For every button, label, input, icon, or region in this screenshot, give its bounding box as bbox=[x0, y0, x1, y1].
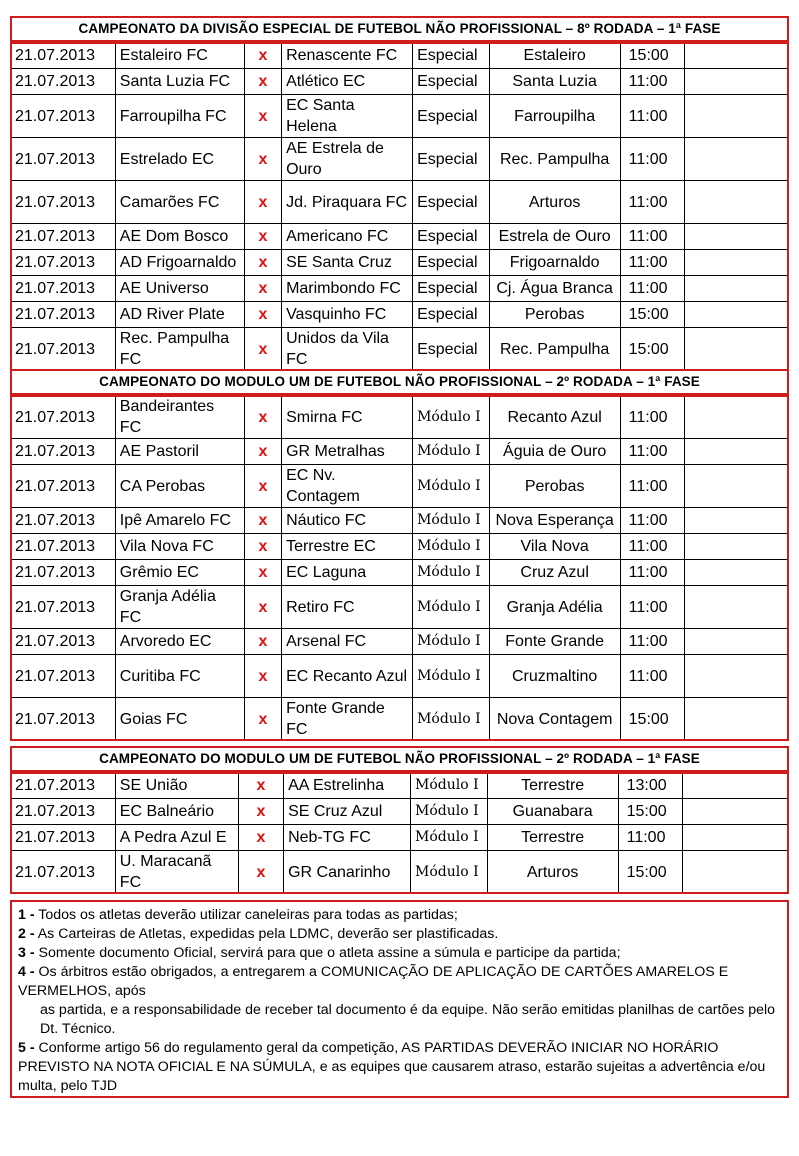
note-number: 4 - bbox=[18, 964, 35, 980]
category: Especial bbox=[413, 138, 490, 181]
venue: Terrestre bbox=[487, 825, 618, 851]
note-number: 1 - bbox=[18, 907, 35, 923]
kickoff-time: 15:00 bbox=[620, 302, 684, 328]
away-team: Renascente FC bbox=[282, 43, 413, 69]
note-number: 3 - bbox=[18, 945, 35, 961]
note-item bbox=[18, 963, 781, 1001]
section-title: CAMPEONATO DO MODULO UM DE FUTEBOL NÃO PROFISSIONAL – 2º RODADA – 1ª FASE bbox=[10, 746, 789, 772]
table-row bbox=[11, 508, 789, 534]
match-date: 21.07.2013 bbox=[11, 465, 116, 508]
versus-mark: x bbox=[244, 95, 281, 138]
kickoff-time: 15:00 bbox=[620, 43, 684, 69]
kickoff-time: 15:00 bbox=[620, 328, 684, 371]
category: Módulo I bbox=[411, 825, 488, 851]
match-date: 21.07.2013 bbox=[11, 799, 116, 825]
versus-mark: x bbox=[244, 465, 281, 508]
home-team: Ipê Amarelo FC bbox=[115, 508, 244, 534]
category: Especial bbox=[413, 302, 490, 328]
match-date: 21.07.2013 bbox=[11, 276, 116, 302]
kickoff-time: 11:00 bbox=[620, 465, 684, 508]
home-team: A Pedra Azul E bbox=[115, 825, 238, 851]
table-row bbox=[11, 69, 789, 95]
home-team: Goias FC bbox=[115, 698, 244, 741]
category: Especial bbox=[413, 95, 490, 138]
category: Módulo I bbox=[413, 698, 490, 741]
versus-mark: x bbox=[244, 534, 281, 560]
away-team: AE Estrela de Ouro bbox=[282, 138, 413, 181]
note-item bbox=[18, 906, 781, 925]
table-row bbox=[11, 655, 789, 698]
category: Especial bbox=[413, 250, 490, 276]
note-item bbox=[18, 944, 781, 963]
match-date: 21.07.2013 bbox=[11, 851, 116, 894]
away-team: Fonte Grande FC bbox=[282, 698, 413, 741]
venue: Estrela de Ouro bbox=[489, 224, 620, 250]
match-date: 21.07.2013 bbox=[11, 43, 116, 69]
home-team: Farroupilha FC bbox=[115, 95, 244, 138]
category: Módulo I bbox=[411, 773, 488, 799]
note-text: Conforme artigo 56 do regulamento geral da competição, AS PARTIDAS DEVERÃO INICIAR NO HORÁRIO PREVISTO NA NOTA OFICIAL E NA SÚMULA, e as equipes que causarem atraso, estarão sujeitas a advertência e/ou multa, pelo TJD bbox=[18, 1040, 766, 1094]
table-row bbox=[11, 851, 789, 894]
match-date: 21.07.2013 bbox=[11, 328, 116, 371]
home-team: AE Universo bbox=[115, 276, 244, 302]
table-row bbox=[11, 773, 789, 799]
category: Módulo I bbox=[413, 465, 490, 508]
kickoff-time: 11:00 bbox=[620, 181, 684, 224]
kickoff-time: 11:00 bbox=[620, 439, 684, 465]
blank-cell bbox=[685, 465, 789, 508]
match-date: 21.07.2013 bbox=[11, 138, 116, 181]
versus-mark: x bbox=[244, 439, 281, 465]
venue: Santa Luzia bbox=[489, 69, 620, 95]
home-team: Grêmio EC bbox=[115, 560, 244, 586]
versus-mark: x bbox=[244, 224, 281, 250]
blank-cell bbox=[685, 698, 789, 741]
category: Módulo I bbox=[413, 534, 490, 560]
note-item bbox=[18, 1039, 781, 1096]
match-date: 21.07.2013 bbox=[11, 534, 116, 560]
blank-cell bbox=[685, 586, 789, 629]
versus-mark: x bbox=[244, 328, 281, 371]
kickoff-time: 11:00 bbox=[620, 508, 684, 534]
away-team: Neb-TG FC bbox=[284, 825, 411, 851]
table-row bbox=[11, 250, 789, 276]
table-row bbox=[11, 534, 789, 560]
blank-cell bbox=[685, 328, 789, 371]
kickoff-time: 15:00 bbox=[618, 799, 682, 825]
away-team: Vasquinho FC bbox=[282, 302, 413, 328]
match-date: 21.07.2013 bbox=[11, 586, 116, 629]
note-text: Os árbitros estão obrigados, a entregarem a COMUNICAÇÃO DE APLICAÇÃO DE CARTÕES AMARELOS E VERMELHOS, após bbox=[18, 964, 729, 999]
kickoff-time: 11:00 bbox=[620, 396, 684, 439]
blank-cell bbox=[685, 181, 789, 224]
match-date: 21.07.2013 bbox=[11, 250, 116, 276]
home-team: U. Maracanã FC bbox=[115, 851, 238, 894]
venue: Fonte Grande bbox=[489, 629, 620, 655]
home-team: Arvoredo EC bbox=[115, 629, 244, 655]
away-team: EC Santa Helena bbox=[282, 95, 413, 138]
venue: Guanabara bbox=[487, 799, 618, 825]
blank-cell bbox=[685, 43, 789, 69]
home-team: Santa Luzia FC bbox=[115, 69, 244, 95]
home-team: Curitiba FC bbox=[115, 655, 244, 698]
versus-mark: x bbox=[244, 302, 281, 328]
match-date: 21.07.2013 bbox=[11, 560, 116, 586]
home-team: EC Balneário bbox=[115, 799, 238, 825]
table-row bbox=[11, 560, 789, 586]
kickoff-time: 11:00 bbox=[620, 560, 684, 586]
blank-cell bbox=[685, 396, 789, 439]
table-row bbox=[11, 224, 789, 250]
category: Módulo I bbox=[413, 629, 490, 655]
home-team: AE Pastoril bbox=[115, 439, 244, 465]
venue: Perobas bbox=[489, 302, 620, 328]
blank-cell bbox=[685, 250, 789, 276]
note-text: Todos os atletas deverão utilizar caneleiras para todas as partidas; bbox=[34, 907, 458, 923]
match-date: 21.07.2013 bbox=[11, 439, 116, 465]
home-team: Camarões FC bbox=[115, 181, 244, 224]
home-team: Estrelado EC bbox=[115, 138, 244, 181]
category: Especial bbox=[413, 43, 490, 69]
category: Módulo I bbox=[413, 508, 490, 534]
home-team: Estaleiro FC bbox=[115, 43, 244, 69]
note-text: Somente documento Oficial, servirá para que o atleta assine a súmula e participe da partida; bbox=[34, 945, 621, 961]
venue: Granja Adélia bbox=[489, 586, 620, 629]
match-date: 21.07.2013 bbox=[11, 508, 116, 534]
note-item bbox=[18, 925, 781, 944]
table-row bbox=[11, 95, 789, 138]
home-team: SE União bbox=[115, 773, 238, 799]
match-date: 21.07.2013 bbox=[11, 396, 116, 439]
away-team: EC Recanto Azul bbox=[282, 655, 413, 698]
table-row bbox=[11, 276, 789, 302]
blank-cell bbox=[685, 95, 789, 138]
kickoff-time: 11:00 bbox=[620, 224, 684, 250]
match-date: 21.07.2013 bbox=[11, 69, 116, 95]
notes-box bbox=[10, 900, 789, 1098]
away-team: Smirna FC bbox=[282, 396, 413, 439]
versus-mark: x bbox=[238, 773, 283, 799]
table-row bbox=[11, 396, 789, 439]
table-row bbox=[11, 629, 789, 655]
match-date: 21.07.2013 bbox=[11, 698, 116, 741]
away-team: Atlético EC bbox=[282, 69, 413, 95]
blank-cell bbox=[685, 629, 789, 655]
section-title: CAMPEONATO DA DIVISÃO ESPECIAL DE FUTEBOL NÃO PROFISSIONAL – 8º RODADA – 1ª FASE bbox=[10, 16, 789, 42]
blank-cell bbox=[685, 224, 789, 250]
away-team: SE Santa Cruz bbox=[282, 250, 413, 276]
versus-mark: x bbox=[244, 560, 281, 586]
table-row bbox=[11, 43, 789, 69]
home-team: AD Frigoarnaldo bbox=[115, 250, 244, 276]
kickoff-time: 11:00 bbox=[620, 250, 684, 276]
venue: Águia de Ouro bbox=[489, 439, 620, 465]
kickoff-time: 11:00 bbox=[618, 825, 682, 851]
blank-cell bbox=[685, 439, 789, 465]
category: Especial bbox=[413, 276, 490, 302]
blank-cell bbox=[685, 69, 789, 95]
away-team: Unidos da Vila FC bbox=[282, 328, 413, 371]
match-date: 21.07.2013 bbox=[11, 825, 116, 851]
versus-mark: x bbox=[244, 508, 281, 534]
venue: Arturos bbox=[487, 851, 618, 894]
away-team: Americano FC bbox=[282, 224, 413, 250]
kickoff-time: 11:00 bbox=[620, 586, 684, 629]
table-row bbox=[11, 328, 789, 371]
kickoff-time: 15:00 bbox=[620, 698, 684, 741]
match-table bbox=[10, 772, 789, 894]
match-date: 21.07.2013 bbox=[11, 181, 116, 224]
match-table bbox=[10, 42, 789, 371]
venue: Vila Nova bbox=[489, 534, 620, 560]
note-number: 5 - bbox=[18, 1040, 35, 1056]
home-team: AE Dom Bosco bbox=[115, 224, 244, 250]
venue: Arturos bbox=[489, 181, 620, 224]
table-row bbox=[11, 799, 789, 825]
table-row bbox=[11, 825, 789, 851]
versus-mark: x bbox=[244, 276, 281, 302]
category: Especial bbox=[413, 69, 490, 95]
home-team: Rec. Pampulha FC bbox=[115, 328, 244, 371]
blank-cell bbox=[685, 560, 789, 586]
kickoff-time: 11:00 bbox=[620, 655, 684, 698]
category: Módulo I bbox=[413, 655, 490, 698]
blank-cell bbox=[685, 302, 789, 328]
table-row bbox=[11, 181, 789, 224]
category: Módulo I bbox=[411, 851, 488, 894]
match-date: 21.07.2013 bbox=[11, 302, 116, 328]
match-date: 21.07.2013 bbox=[11, 773, 116, 799]
venue: Terrestre bbox=[487, 773, 618, 799]
versus-mark: x bbox=[244, 69, 281, 95]
blank-cell bbox=[683, 851, 789, 894]
note-number: 2 - bbox=[18, 926, 35, 942]
versus-mark: x bbox=[244, 586, 281, 629]
versus-mark: x bbox=[244, 138, 281, 181]
away-team: Terrestre EC bbox=[282, 534, 413, 560]
away-team: EC Nv. Contagem bbox=[282, 465, 413, 508]
home-team: Bandeirantes FC bbox=[115, 396, 244, 439]
blank-cell bbox=[683, 773, 789, 799]
away-team: AA Estrelinha bbox=[284, 773, 411, 799]
match-table bbox=[10, 395, 789, 741]
table-row bbox=[11, 465, 789, 508]
blank-cell bbox=[683, 825, 789, 851]
versus-mark: x bbox=[238, 851, 283, 894]
match-date: 21.07.2013 bbox=[11, 655, 116, 698]
venue: Cj. Água Branca bbox=[489, 276, 620, 302]
blank-cell bbox=[685, 276, 789, 302]
home-team: CA Perobas bbox=[115, 465, 244, 508]
table-row bbox=[11, 138, 789, 181]
kickoff-time: 11:00 bbox=[620, 534, 684, 560]
venue: Rec. Pampulha bbox=[489, 138, 620, 181]
kickoff-time: 11:00 bbox=[620, 138, 684, 181]
blank-cell bbox=[685, 534, 789, 560]
venue: Frigoarnaldo bbox=[489, 250, 620, 276]
away-team: Retiro FC bbox=[282, 586, 413, 629]
table-row bbox=[11, 698, 789, 741]
table-row bbox=[11, 586, 789, 629]
category: Módulo I bbox=[413, 396, 490, 439]
away-team: Arsenal FC bbox=[282, 629, 413, 655]
away-team: Jd. Piraquara FC bbox=[282, 181, 413, 224]
versus-mark: x bbox=[244, 250, 281, 276]
venue: Recanto Azul bbox=[489, 396, 620, 439]
table-row bbox=[11, 439, 789, 465]
venue: Nova Contagem bbox=[489, 698, 620, 741]
versus-mark: x bbox=[244, 655, 281, 698]
venue: Cruz Azul bbox=[489, 560, 620, 586]
note-text: as partida, e a responsabilidade de receber tal documento é da equipe. Não serão emitidas planilhas de cartões pelo Dt. Técnico. bbox=[40, 1002, 776, 1037]
kickoff-time: 11:00 bbox=[620, 276, 684, 302]
away-team: SE Cruz Azul bbox=[284, 799, 411, 825]
versus-mark: x bbox=[244, 396, 281, 439]
match-date: 21.07.2013 bbox=[11, 224, 116, 250]
home-team: AD River Plate bbox=[115, 302, 244, 328]
blank-cell bbox=[685, 508, 789, 534]
home-team: Vila Nova FC bbox=[115, 534, 244, 560]
versus-mark: x bbox=[244, 698, 281, 741]
category: Módulo I bbox=[411, 799, 488, 825]
venue: Cruzmaltino bbox=[489, 655, 620, 698]
away-team: Náutico FC bbox=[282, 508, 413, 534]
match-date: 21.07.2013 bbox=[11, 629, 116, 655]
category: Módulo I bbox=[413, 560, 490, 586]
away-team: GR Metralhas bbox=[282, 439, 413, 465]
note-text: As Carteiras de Atletas, expedidas pela LDMC, deverão ser plastificadas. bbox=[34, 926, 499, 942]
kickoff-time: 11:00 bbox=[620, 629, 684, 655]
versus-mark: x bbox=[238, 825, 283, 851]
category: Especial bbox=[413, 224, 490, 250]
section-title: CAMPEONATO DO MODULO UM DE FUTEBOL NÃO PROFISSIONAL – 2º RODADA – 1ª FASE bbox=[10, 369, 789, 395]
blank-cell bbox=[685, 655, 789, 698]
away-team: Marimbondo FC bbox=[282, 276, 413, 302]
category: Especial bbox=[413, 181, 490, 224]
kickoff-time: 15:00 bbox=[618, 851, 682, 894]
blank-cell bbox=[683, 799, 789, 825]
category: Módulo I bbox=[413, 439, 490, 465]
venue: Estaleiro bbox=[489, 43, 620, 69]
venue: Perobas bbox=[489, 465, 620, 508]
match-date: 21.07.2013 bbox=[11, 95, 116, 138]
category: Módulo I bbox=[413, 586, 490, 629]
versus-mark: x bbox=[238, 799, 283, 825]
away-team: EC Laguna bbox=[282, 560, 413, 586]
versus-mark: x bbox=[244, 181, 281, 224]
kickoff-time: 11:00 bbox=[620, 95, 684, 138]
category: Especial bbox=[413, 328, 490, 371]
note-item bbox=[18, 1001, 781, 1039]
kickoff-time: 11:00 bbox=[620, 69, 684, 95]
away-team: GR Canarinho bbox=[284, 851, 411, 894]
venue: Nova Esperança bbox=[489, 508, 620, 534]
versus-mark: x bbox=[244, 43, 281, 69]
blank-cell bbox=[685, 138, 789, 181]
table-row bbox=[11, 302, 789, 328]
versus-mark: x bbox=[244, 629, 281, 655]
home-team: Granja Adélia FC bbox=[115, 586, 244, 629]
venue: Farroupilha bbox=[489, 95, 620, 138]
kickoff-time: 13:00 bbox=[618, 773, 682, 799]
venue: Rec. Pampulha bbox=[489, 328, 620, 371]
